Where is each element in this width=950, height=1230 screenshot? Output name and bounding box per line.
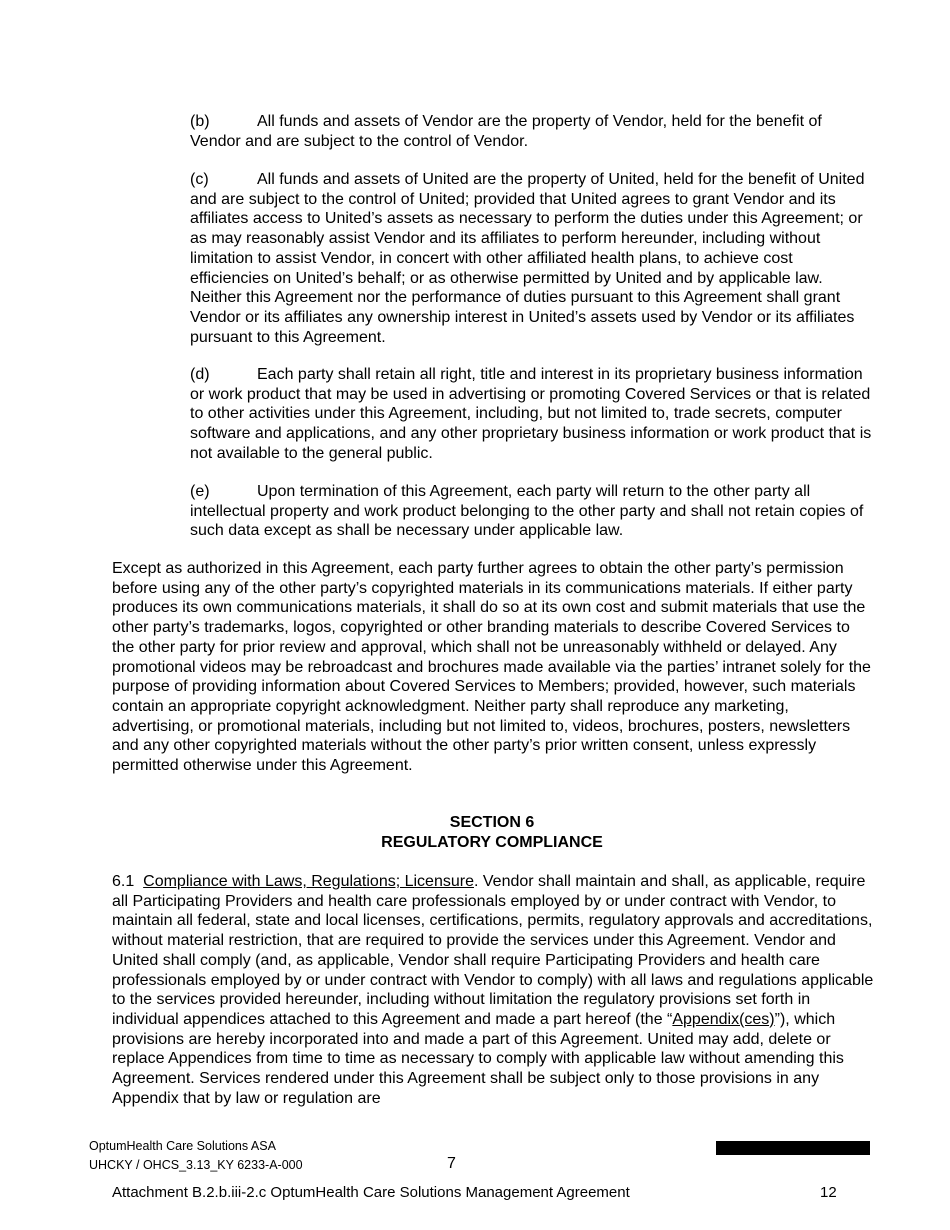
- redaction-bar: [716, 1141, 870, 1155]
- attachment-page-number: 12: [820, 1184, 837, 1201]
- paragraph-except: Except as authorized in this Agreement, each party further agrees to obtain the other party’s permission before using any of the other party’s copyrighted materials in its communications materials. If either party produces its own communications materials, it shall do so at its own cost and submit materials that use the other party’s trademarks, logos, copyrighted or other branding materials to describe Covered Services to the other party for prior review and approval, which shall not be unreasonably withheld or delayed. Any promotional videos may be rebroadcast and brochures made available via the parties’ intranet solely for the purpose of providing information about Covered Services to Members; provided, however, such materials contain an appropriate copyright acknowledgment. Neither party shall reproduce any marketing, advertising, or promotional materials, including but not limited to, videos, brochures, posters, newsletters and any other copyrighted materials without the other party’s prior written consent, unless expressly permitted otherwise under this Agreement.: [112, 560, 871, 775]
- paragraph-e-label: (e): [190, 483, 210, 500]
- section-number: SECTION 6: [449, 814, 535, 831]
- paragraph-d-text: Each party shall retain all right, title and interest in its proprietary business information or work product that may be used in advertising or promoting Covered Services or that is related to other activities under this Agreement, including, but not limited to, trade secrets, computer software and applications, and any other proprietary business information or work product that is not available to the general public.: [190, 366, 872, 462]
- paragraph-b-text: All funds and assets of Vendor are the property of Vendor, held for the benefit of Vendor and are subject to the control of Vendor.: [190, 113, 822, 150]
- footer-doc-id: UHCKY / OHCS_3.13_KY 6233-A-000: [89, 1158, 303, 1172]
- clause-6-1-text-after: ”), which provisions are hereby incorporated into and made a part of this Agreement. United may add, delete or replace Appendices from time to time as necessary to comply with applicable law without amending this Agreement. Services rendered under this Agreement shall be subject only to those provisions in any Appendix that by law or regulation are: [112, 1010, 844, 1107]
- paragraph-d: [190, 365, 872, 464]
- page-number: 7: [447, 1155, 456, 1172]
- paragraph-e-text: Upon termination of this Agreement, each party will return to the other party all intellectual property and work product belonging to the other party and shall not retain copies of such data except as shall be necessary under applicable law.: [190, 483, 864, 540]
- section-title: REGULATORY COMPLIANCE: [381, 834, 603, 851]
- paragraph-d-label: (d): [190, 366, 210, 383]
- appendix-term: Appendix(ces): [672, 1010, 775, 1028]
- paragraph-b-label: (b): [190, 113, 210, 130]
- paragraph-b: [190, 112, 872, 151]
- clause-6-1-number: 6.1: [112, 873, 135, 890]
- clause-6-1-heading: Compliance with Laws, Regulations; Licensure: [143, 873, 474, 890]
- paragraph-c-text: All funds and assets of United are the property of United, held for the benefit of United and are subject to the control of United; provided that United agrees to grant Vendor and its affiliates access to United’s assets as necessary to perform the duties under this Agreement; or as may reasonably assist Vendor and its affiliates to perform hereunder, including without limitation to assist Vendor, in concert with other affiliated health plans, to achieve cost efficiencies on United’s behalf; or as otherwise permitted by United and by applicable law. Neither this Agreement nor the performance of duties pursuant to this Agreement shall grant Vendor or its affiliates any ownership interest in United’s assets used by Vendor or its affiliates pursuant to this Agreement.: [190, 171, 865, 346]
- paragraph-e: [190, 482, 872, 541]
- attachment-line: Attachment B.2.b.iii-2.c OptumHealth Care Solutions Management Agreement: [112, 1184, 630, 1201]
- footer-company: OptumHealth Care Solutions ASA: [89, 1139, 276, 1153]
- paragraph-c: [190, 170, 872, 347]
- clause-6-1-text-before: . Vendor shall maintain and shall, as applicable, require all Participating Providers and health care professionals employed by or under contract with Vendor, to maintain all federal, state and local licenses, certifications, permits, regulatory approvals and accreditations, without material restriction, that are required to provide the services under this Agreement. Vendor and United shall comply (and, as applicable, Vendor shall require Participating Providers and health care professionals employed by or under contract with Vendor to comply) with all laws and regulations applicable to the services provided hereunder, including without limitation the regulatory provisions set forth in individual appendices attached to this Agreement and made a part hereof (the “: [112, 873, 874, 1028]
- paragraph-c-label: (c): [190, 171, 209, 188]
- clause-6-1: [112, 872, 874, 1108]
